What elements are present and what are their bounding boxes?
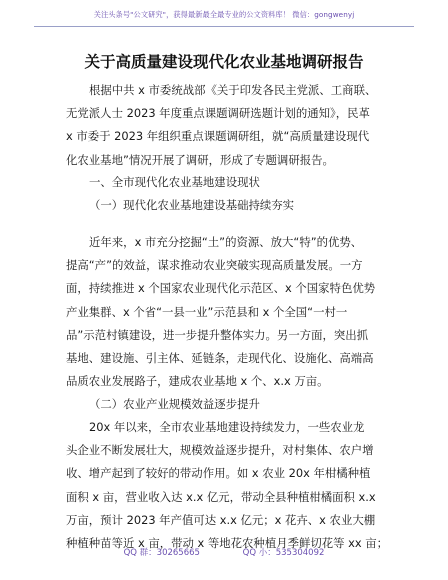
section-heading: 一、全市现代化农业基地建设现状 — [89, 175, 260, 189]
body-line: 种植种苗等近 x 亩，带动 x 等地花农种植月季鲜切花等 xx 亩； — [66, 535, 389, 550]
body-line: 头企业不断发展壮大，规模效益逐步提升，对村集体、农户增 — [66, 443, 374, 458]
body-line: 收、增产起到了较好的带动作用。如 x 农业 20x 年柑橘种植 — [66, 466, 371, 481]
sub2-heading-block — [66, 393, 384, 416]
body-line: 近年来，x 市充分挖掘“土”的资源、放大“特”的优势、 — [89, 235, 363, 249]
header-banner: 关注头条号"公文研究"，获得最新最全最专业的公文资料库！ 微信：gongwenyj — [93, 10, 355, 19]
intro-line: 无党派人士 2023 年度重点课题调研选题计划的通知》，民革 — [66, 106, 370, 121]
body-line: 面积 x 亩，营业收入达 x.x 亿元，带动全县种植柑橘面积 x.x — [66, 489, 376, 504]
subsection-heading: （一）现代化农业基地建设基础持续夯实 — [89, 198, 295, 212]
body-line: 万亩，预计 2023 年产值可达 x.x 亿元；x 花卉、x 农业大棚 — [66, 512, 376, 527]
body-line: 20x 年以来，全市农业基地建设持续发力，一些农业龙 — [89, 420, 365, 434]
footer-qq-group: QQ 群：30265665 — [123, 548, 200, 558]
subsection-heading: （二）农业产业规模效益逐步提升 — [89, 397, 260, 411]
document-title: 关于高质量建设现代化农业基地调研报告 — [84, 53, 364, 71]
footer-qq-contact: QQ 小：535304092 — [242, 548, 325, 558]
intro-line: x 市委于 2023 年组织重点课题调研组，就“高质量建设现代 — [66, 129, 370, 144]
intro-line: 化农业基地”情况开展了调研，形成了专题调研报告。 — [66, 152, 334, 167]
header-divider — [34, 26, 414, 27]
sub2-paragraph — [66, 416, 389, 555]
footer — [0, 546, 448, 558]
body-line: 品质农业发展路子，建成农业基地 x 个、x.x 万亩。 — [66, 374, 329, 389]
body-line: 基地、建设施、引主体、延链条，走现代化、设施化、高端高 — [66, 350, 374, 365]
body-line: 面，持续推进 x 个国家农业现代化示范区、x 个国家特色优势 — [66, 281, 376, 296]
body-line: 提高“产”的效益，谋求推动农业突破实现高质量发展。一方 — [66, 258, 363, 273]
intro-line: 根据中共 x 市委统战部《关于印发各民主党派、工商联、 — [89, 83, 377, 97]
sub1-paragraph — [66, 231, 384, 393]
section1-heading-block — [66, 171, 384, 194]
sub1-heading-block — [66, 194, 384, 217]
body-line: 品”示范村镇建设，进一步提升整体实力。另一方面，突出抓 — [66, 327, 369, 342]
intro-paragraph — [66, 79, 384, 172]
body-line: 产业集群、x 个省“一县一业”示范县和 x 个全国“一村一 — [66, 304, 348, 319]
